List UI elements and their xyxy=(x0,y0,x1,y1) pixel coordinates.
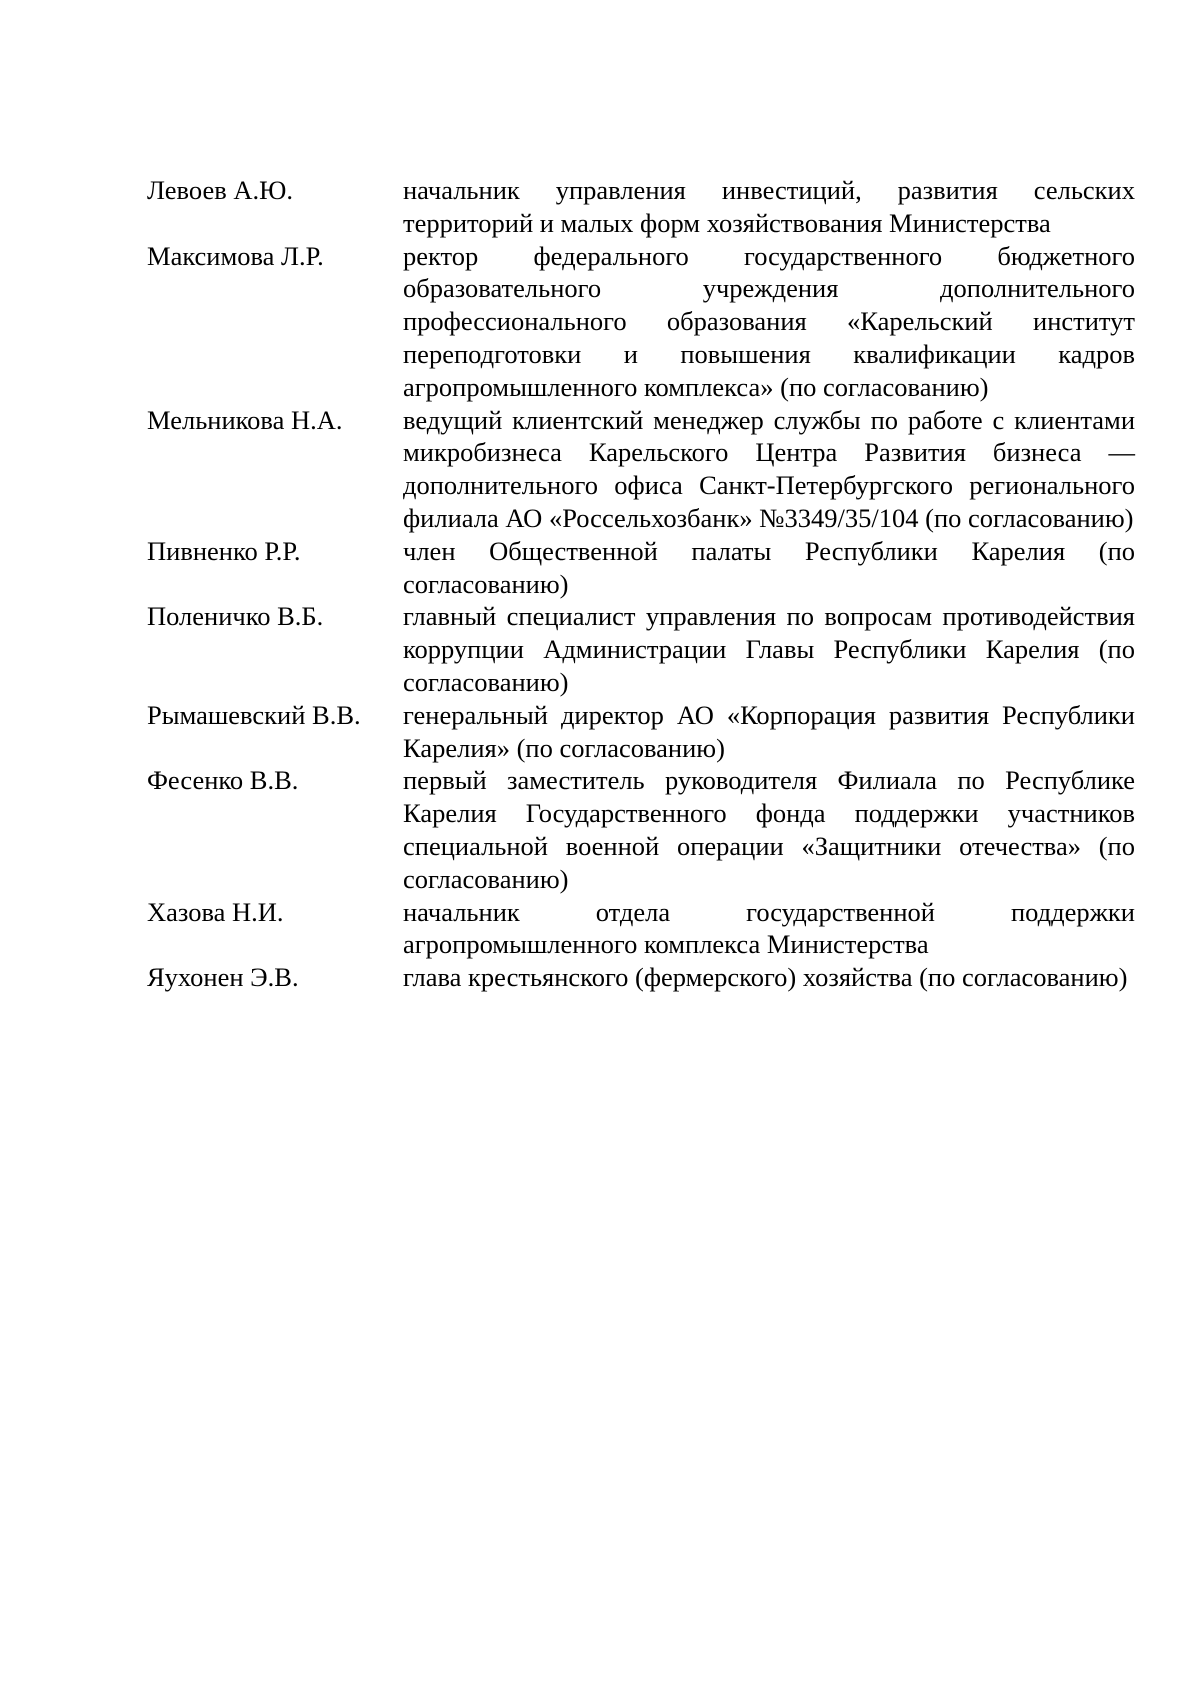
member-entry xyxy=(147,764,1135,895)
member-name: Поленичко В.Б. xyxy=(147,601,324,632)
member-name: Рымашевский В.В. xyxy=(147,699,361,730)
member-position: ведущий клиентский менеджер службы по работе с клиентами микробизнеса Карельского Центра Развития бизнеса — дополнительного офиса Санкт-Петербургского регионального филиала АО «Россельхозбанк» №3349/35/104 (по согласованию) xyxy=(403,404,1135,533)
member-entry xyxy=(147,404,1135,535)
member-position: начальник управления инвестиций, развития сельских территорий и малых форм хозяйствования Министерства xyxy=(403,175,1135,238)
member-entry xyxy=(147,699,1135,765)
member-entry xyxy=(147,535,1135,601)
member-position: генеральный директор АО «Корпорация развития Республики Карелия» (по согласованию) xyxy=(403,699,1135,763)
member-position: главный специалист управления по вопросам противодействия коррупции Администрации Главы Республики Карелия (по согласованию) xyxy=(403,601,1135,697)
member-position: член Общественной палаты Республики Карелия (по согласованию) xyxy=(403,535,1135,599)
member-position: начальник отдела государственной поддержки агропромышленного комплекса Министерства xyxy=(403,896,1135,960)
member-name: Хазова Н.И. xyxy=(147,896,284,927)
member-position: первый заместитель руководителя Филиала по Республике Карелия Государственного фонда поддержки участников специальной военной операции «Защитники отечества» (по согласованию) xyxy=(403,765,1135,894)
member-entry xyxy=(147,961,1135,994)
member-entry xyxy=(147,600,1135,698)
member-entry xyxy=(147,240,1135,404)
member-name: Яухонен Э.В. xyxy=(147,962,299,993)
members-list xyxy=(147,174,1135,994)
member-entry xyxy=(147,896,1135,962)
member-entry xyxy=(147,174,1135,240)
member-name: Пивненко Р.Р. xyxy=(147,535,301,566)
member-name: Максимова Л.Р. xyxy=(147,240,324,271)
member-position: глава крестьянского (фермерского) хозяйства (по согласованию) xyxy=(403,962,1128,993)
member-name: Мельникова Н.А. xyxy=(147,404,343,435)
member-position: ректор федерального государственного бюджетного образовательного учреждения дополнительного профессионального образования «Карельский институт переподготовки и повышения квалификации кадров агропромышленного комплекса» (по согласованию) xyxy=(403,240,1135,402)
member-name: Фесенко В.В. xyxy=(147,765,299,796)
member-name: Левоев А.Ю. xyxy=(147,175,293,205)
